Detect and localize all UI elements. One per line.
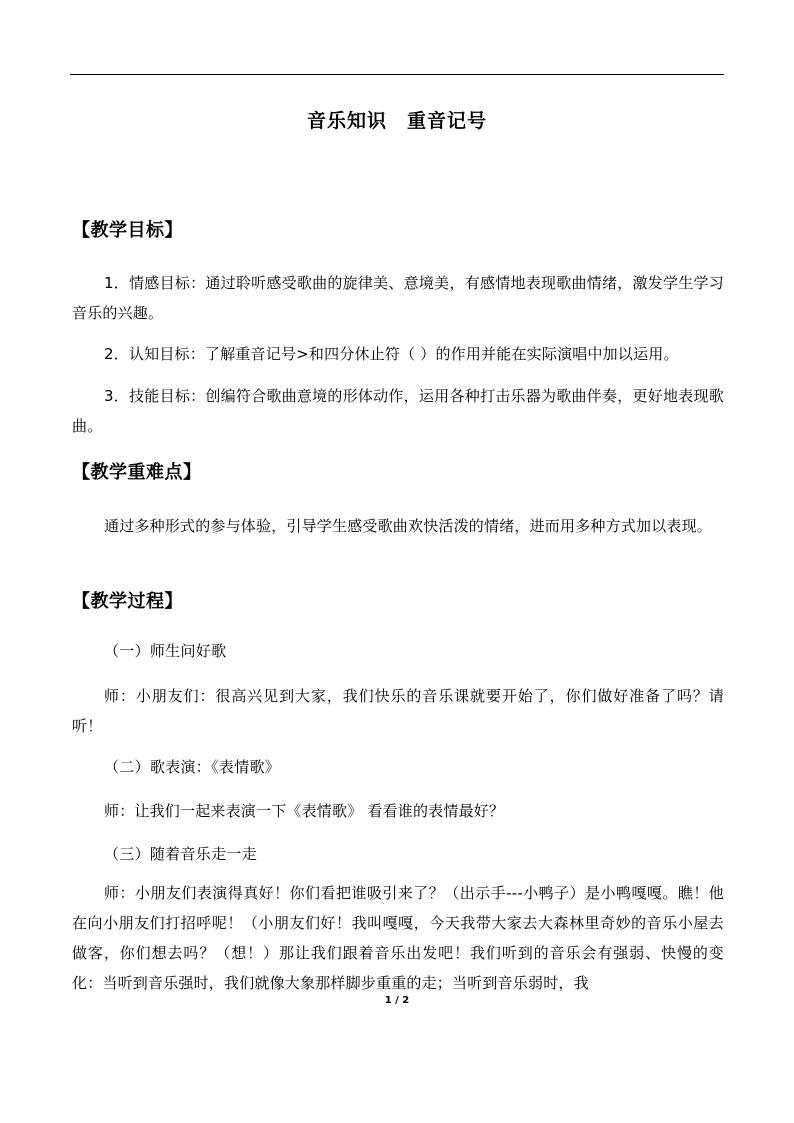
header-rule: [70, 74, 724, 75]
process-step-title-1: （一）师生问好歌: [104, 642, 227, 660]
process-step-text-2: 师：让我们一起来表演一下《表情歌》 看看谁的表情最好？: [104, 802, 505, 820]
page-number: 1 / 2: [384, 995, 410, 1006]
process-step-title-3: （三）随着音乐走一走: [104, 845, 258, 863]
section-heading-process: 【教学过程】: [72, 591, 183, 612]
key-points-text: 通过多种形式的参与体验，引导学生感受歌曲欢快活泼的情绪，进而用多种方式加以表现。: [104, 517, 713, 535]
section-heading-objectives: 【教学目标】: [72, 220, 183, 241]
objective-item-emotion: 1．情感目标：通过聆听感受歌曲的旋律美、意境美，有感情地表现歌曲情绪，激发学生学习音乐的兴趣。: [72, 274, 724, 322]
document-title: 音乐知识 重音记号: [306, 110, 487, 132]
section-heading-key-points: 【教学重难点】: [72, 462, 202, 483]
objective-item-skill: 3．技能目标：创编符合歌曲意境的形体动作，运用各种打击乐器为歌曲伴奏，更好地表现歌曲。: [72, 387, 724, 435]
process-step-text-1: 师：小朋友们：很高兴见到大家，我们快乐的音乐课就要开始了，你们做好准备了吗？请听！: [72, 687, 724, 735]
process-step-text-3: 师：小朋友们表演得真好！你们看把谁吸引来了？（出示手---小鸭子）是小鸭嘎嘎。瞧！他在向小朋友们打招呼呢！（小朋友们好！我叫嘎嘎，今天我带大家去大森林里奇妙的音乐小屋去做客，你们想去吗？（想！）那让我们跟着音乐出发吧！我们听到的音乐会有强弱、快慢的变化：当听到音乐强时，我们就像大象那样脚步重重的走；当听到音乐弱时，我: [72, 884, 724, 992]
process-step-title-2: （二）歌表演：《表情歌》: [104, 758, 281, 776]
objective-item-cognition: 2．认知目标：了解重音记号>和四分休止符（ ）的作用并能在实际演唱中加以运用。: [104, 345, 679, 363]
